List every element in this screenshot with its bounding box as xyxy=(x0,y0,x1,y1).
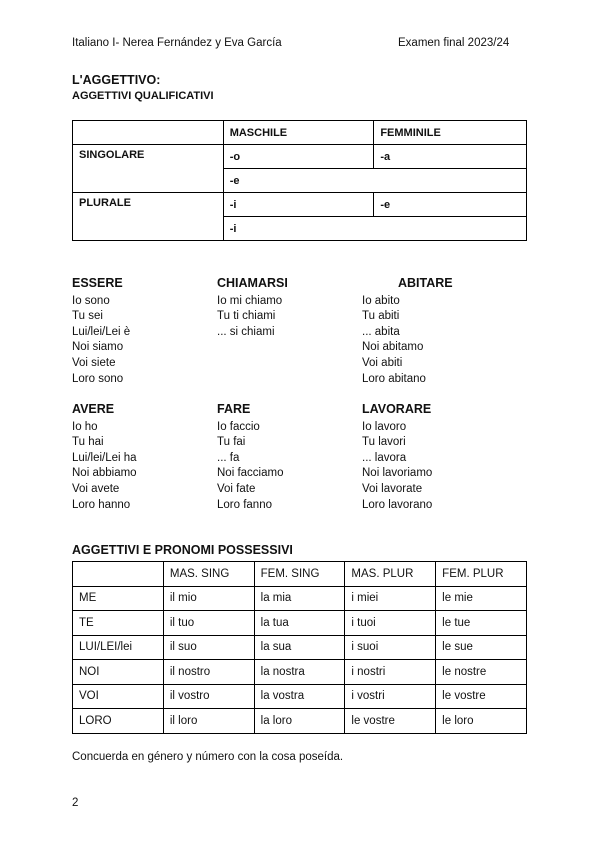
verb-block-lavorare xyxy=(362,402,432,513)
row-cell: TE xyxy=(73,611,164,636)
verb-form: Voi avete xyxy=(72,482,120,495)
row-label-plurale: PLURALE xyxy=(73,193,224,241)
verb-form: Voi lavorate xyxy=(362,482,423,495)
header-cell xyxy=(73,562,164,587)
header-cell: MAS. PLUR xyxy=(345,562,436,587)
row-cell: la loro xyxy=(254,709,345,734)
section-title: L'AGGETTIVO: xyxy=(72,73,161,87)
plurale-common: -i xyxy=(223,217,526,241)
row-cell: le mie xyxy=(436,586,527,611)
plurale-masc: -i xyxy=(223,193,374,217)
table-row xyxy=(73,660,527,685)
page-number: 2 xyxy=(72,797,79,809)
verb-form: Tu ti chiami xyxy=(217,310,276,323)
verb-form: Loro hanno xyxy=(72,498,131,511)
verb-form: Io ho xyxy=(72,420,98,433)
table-row xyxy=(73,709,527,734)
verb-form: Noi abbiamo xyxy=(72,467,137,480)
verb-form: Tu sei xyxy=(72,310,103,323)
row-cell: il nostro xyxy=(163,660,254,685)
verb-form: Tu lavori xyxy=(362,436,406,449)
row-cell: le vostre xyxy=(436,684,527,709)
header-cell: FEM. SING xyxy=(254,562,345,587)
verb-form: Loro sono xyxy=(72,372,124,385)
singolare-fem: -a xyxy=(374,145,527,169)
verb-title: ABITARE xyxy=(398,276,453,290)
verb-title: CHIAMARSI xyxy=(217,276,288,290)
col-header-maschile: MASCHILE xyxy=(223,121,374,145)
row-cell: VOI xyxy=(73,684,164,709)
row-cell: i suoi xyxy=(345,635,436,660)
table-row xyxy=(73,586,527,611)
row-cell: la sua xyxy=(254,635,345,660)
verb-form: Lui/lei/Lei ha xyxy=(72,451,137,464)
verb-block-avere xyxy=(72,402,137,513)
header-cell: FEM. PLUR xyxy=(436,562,527,587)
verb-form: Voi fate xyxy=(217,482,256,495)
verb-title: AVERE xyxy=(72,402,115,416)
row-cell: i vostri xyxy=(345,684,436,709)
verb-block-fare xyxy=(217,402,283,513)
verb-form: Io abito xyxy=(362,294,400,307)
verb-form: ... abita xyxy=(362,325,400,338)
verb-form: Io faccio xyxy=(217,420,260,433)
header-left: Italiano I- Nerea Fernández y Eva García xyxy=(72,37,282,49)
possessives-table xyxy=(72,561,527,734)
table-header-row xyxy=(73,562,527,587)
empty-cell xyxy=(73,121,224,145)
verb-form: ... fa xyxy=(217,451,240,464)
row-cell: il tuo xyxy=(163,611,254,636)
verb-form: Tu hai xyxy=(72,436,104,449)
row-cell: i tuoi xyxy=(345,611,436,636)
row-cell: le vostre xyxy=(345,709,436,734)
row-cell: la mia xyxy=(254,586,345,611)
row-cell: LUI/LEI/lei xyxy=(73,635,164,660)
verb-form: ... lavora xyxy=(362,451,407,464)
plurale-fem: -e xyxy=(374,193,527,217)
verb-title: ESSERE xyxy=(72,276,123,290)
verb-title: LAVORARE xyxy=(362,402,432,416)
verb-form: ... si chiami xyxy=(217,325,275,338)
table-row xyxy=(73,611,527,636)
header-cell: MAS. SING xyxy=(163,562,254,587)
verb-block-essere xyxy=(72,276,130,387)
verb-form: Noi siamo xyxy=(72,341,124,354)
verb-form: Loro fanno xyxy=(217,498,272,511)
row-cell: le nostre xyxy=(436,660,527,685)
singolare-masc: -o xyxy=(223,145,374,169)
row-cell: i nostri xyxy=(345,660,436,685)
possessives-title: AGGETTIVI E PRONOMI POSSESSIVI xyxy=(72,543,293,557)
verb-form: Lui/lei/Lei è xyxy=(72,325,131,338)
verb-block-abitare xyxy=(362,276,453,387)
verb-form: Io mi chiamo xyxy=(217,294,283,307)
adjective-endings-table xyxy=(72,120,527,241)
row-cell: il suo xyxy=(163,635,254,660)
table-row xyxy=(73,635,527,660)
row-cell: ME xyxy=(73,586,164,611)
verb-title: FARE xyxy=(217,402,251,416)
row-label-singolare: SINGOLARE xyxy=(73,145,224,193)
row-cell: la nostra xyxy=(254,660,345,685)
verb-form: Voi siete xyxy=(72,356,116,369)
row-cell: le tue xyxy=(436,611,527,636)
row-cell: il vostro xyxy=(163,684,254,709)
col-header-femminile: FEMMINILE xyxy=(374,121,527,145)
verb-form: Voi abiti xyxy=(362,356,403,369)
verb-form: Loro abitano xyxy=(362,372,426,385)
row-cell: il loro xyxy=(163,709,254,734)
verb-form: Noi abitamo xyxy=(362,341,424,354)
verb-form: Io lavoro xyxy=(362,420,407,433)
agreement-note: Concuerda en género y número con la cosa poseída. xyxy=(72,751,344,763)
verb-block-chiamarsi xyxy=(217,276,288,340)
section-subtitle: AGGETTIVI QUALIFICATIVI xyxy=(72,90,214,102)
row-cell: le sue xyxy=(436,635,527,660)
verb-form: Tu abiti xyxy=(362,310,400,323)
row-cell: le loro xyxy=(436,709,527,734)
verb-form: Tu fai xyxy=(217,436,246,449)
row-cell: il mio xyxy=(163,586,254,611)
verb-form: Noi lavoriamo xyxy=(362,467,433,480)
singolare-common: -e xyxy=(223,169,526,193)
row-cell: la tua xyxy=(254,611,345,636)
verb-form: Noi facciamo xyxy=(217,467,284,480)
row-cell: la vostra xyxy=(254,684,345,709)
row-cell: NOI xyxy=(73,660,164,685)
table-row xyxy=(73,684,527,709)
row-cell: i miei xyxy=(345,586,436,611)
row-cell: LORO xyxy=(73,709,164,734)
verb-form: Loro lavorano xyxy=(362,498,433,511)
header-right: Examen final 2023/24 xyxy=(398,37,510,49)
verb-form: Io sono xyxy=(72,294,110,307)
